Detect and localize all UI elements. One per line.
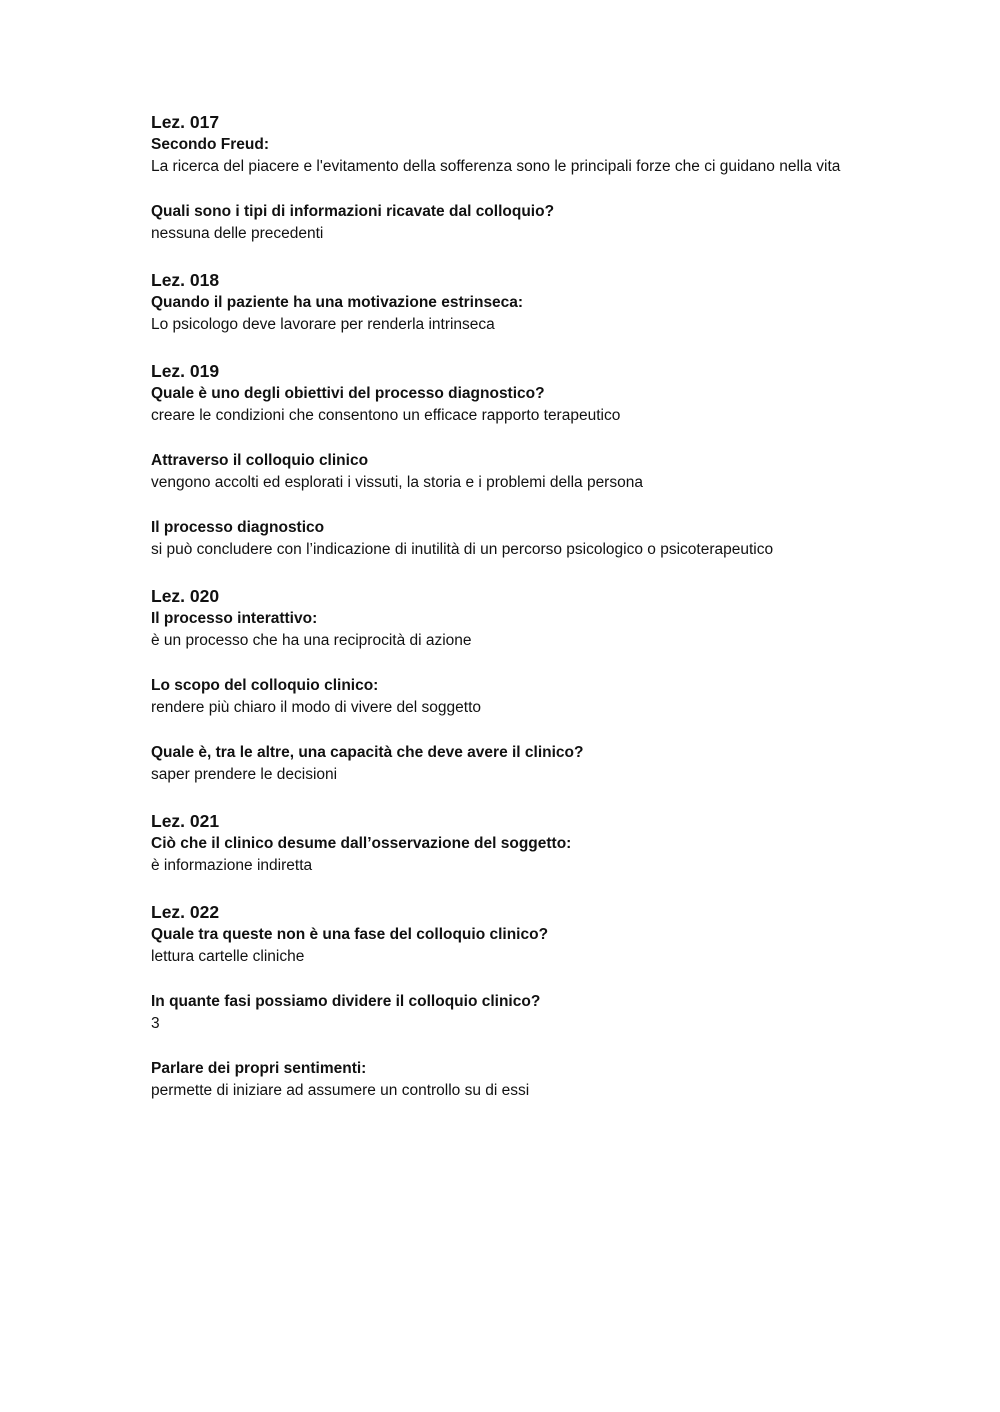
- lesson-title: Lez. 019: [151, 361, 220, 381]
- question: Quali sono i tipi di informazioni ricavate dal colloquio?: [151, 203, 555, 220]
- question: Il processo diagnostico: [151, 519, 325, 536]
- lesson-section: [151, 359, 851, 561]
- qa-item: [151, 517, 851, 561]
- lesson-title: Lez. 021: [151, 811, 220, 831]
- qa-item: [151, 134, 851, 178]
- lesson-section: [151, 268, 851, 336]
- qa-item: [151, 292, 851, 336]
- lesson-title: Lez. 018: [151, 270, 220, 290]
- lesson-title: Lez. 017: [151, 112, 220, 132]
- question: Il processo interattivo:: [151, 610, 318, 627]
- answer: è un processo che ha una reciprocità di azione: [151, 632, 472, 649]
- answer: creare le condizioni che consentono un efficace rapporto terapeutico: [151, 407, 621, 424]
- lesson-title: Lez. 022: [151, 902, 220, 922]
- answer: nessuna delle precedenti: [151, 225, 324, 242]
- qa-item: [151, 1058, 851, 1102]
- qa-item: [151, 833, 851, 877]
- question: Parlare dei propri sentimenti:: [151, 1060, 367, 1077]
- answer: La ricerca del piacere e l'evitamento della sofferenza sono le principali forze che ci guidano nella vita: [151, 158, 841, 175]
- lesson-section: [151, 110, 851, 245]
- answer: è informazione indiretta: [151, 857, 313, 874]
- question: Ciò che il clinico desume dall’osservazione del soggetto:: [151, 835, 572, 852]
- answer: si può concludere con l’indicazione di inutilità di un percorso psicologico o psicoterapeutico: [151, 541, 774, 558]
- answer: permette di iniziare ad assumere un controllo su di essi: [151, 1082, 530, 1099]
- question: Quale tra queste non è una fase del colloquio clinico?: [151, 926, 549, 943]
- qa-item: [151, 450, 851, 494]
- lesson-title: Lez. 020: [151, 586, 220, 606]
- lesson-section: [151, 584, 851, 786]
- answer: 3: [151, 1015, 160, 1032]
- qa-item: [151, 924, 851, 968]
- answer: Lo psicologo deve lavorare per renderla intrinseca: [151, 316, 495, 333]
- qa-item: [151, 742, 851, 786]
- document-page: [151, 110, 851, 1102]
- question: Secondo Freud:: [151, 136, 269, 153]
- qa-item: [151, 991, 851, 1035]
- answer: vengono accolti ed esplorati i vissuti, la storia e i problemi della persona: [151, 474, 643, 491]
- answer: saper prendere le decisioni: [151, 766, 338, 783]
- question: Quando il paziente ha una motivazione estrinseca:: [151, 294, 524, 311]
- qa-item: [151, 675, 851, 719]
- question: In quante fasi possiamo dividere il colloquio clinico?: [151, 993, 541, 1010]
- qa-item: [151, 383, 851, 427]
- question: Quale è, tra le altre, una capacità che deve avere il clinico?: [151, 744, 584, 761]
- qa-item: [151, 608, 851, 652]
- answer: rendere più chiaro il modo di vivere del soggetto: [151, 699, 481, 716]
- question: Attraverso il colloquio clinico: [151, 452, 369, 469]
- question: Quale è uno degli obiettivi del processo diagnostico?: [151, 385, 545, 402]
- answer: lettura cartelle cliniche: [151, 948, 305, 965]
- lesson-section: [151, 809, 851, 877]
- question: Lo scopo del colloquio clinico:: [151, 677, 379, 694]
- lesson-section: [151, 900, 851, 1102]
- qa-item: [151, 201, 851, 245]
